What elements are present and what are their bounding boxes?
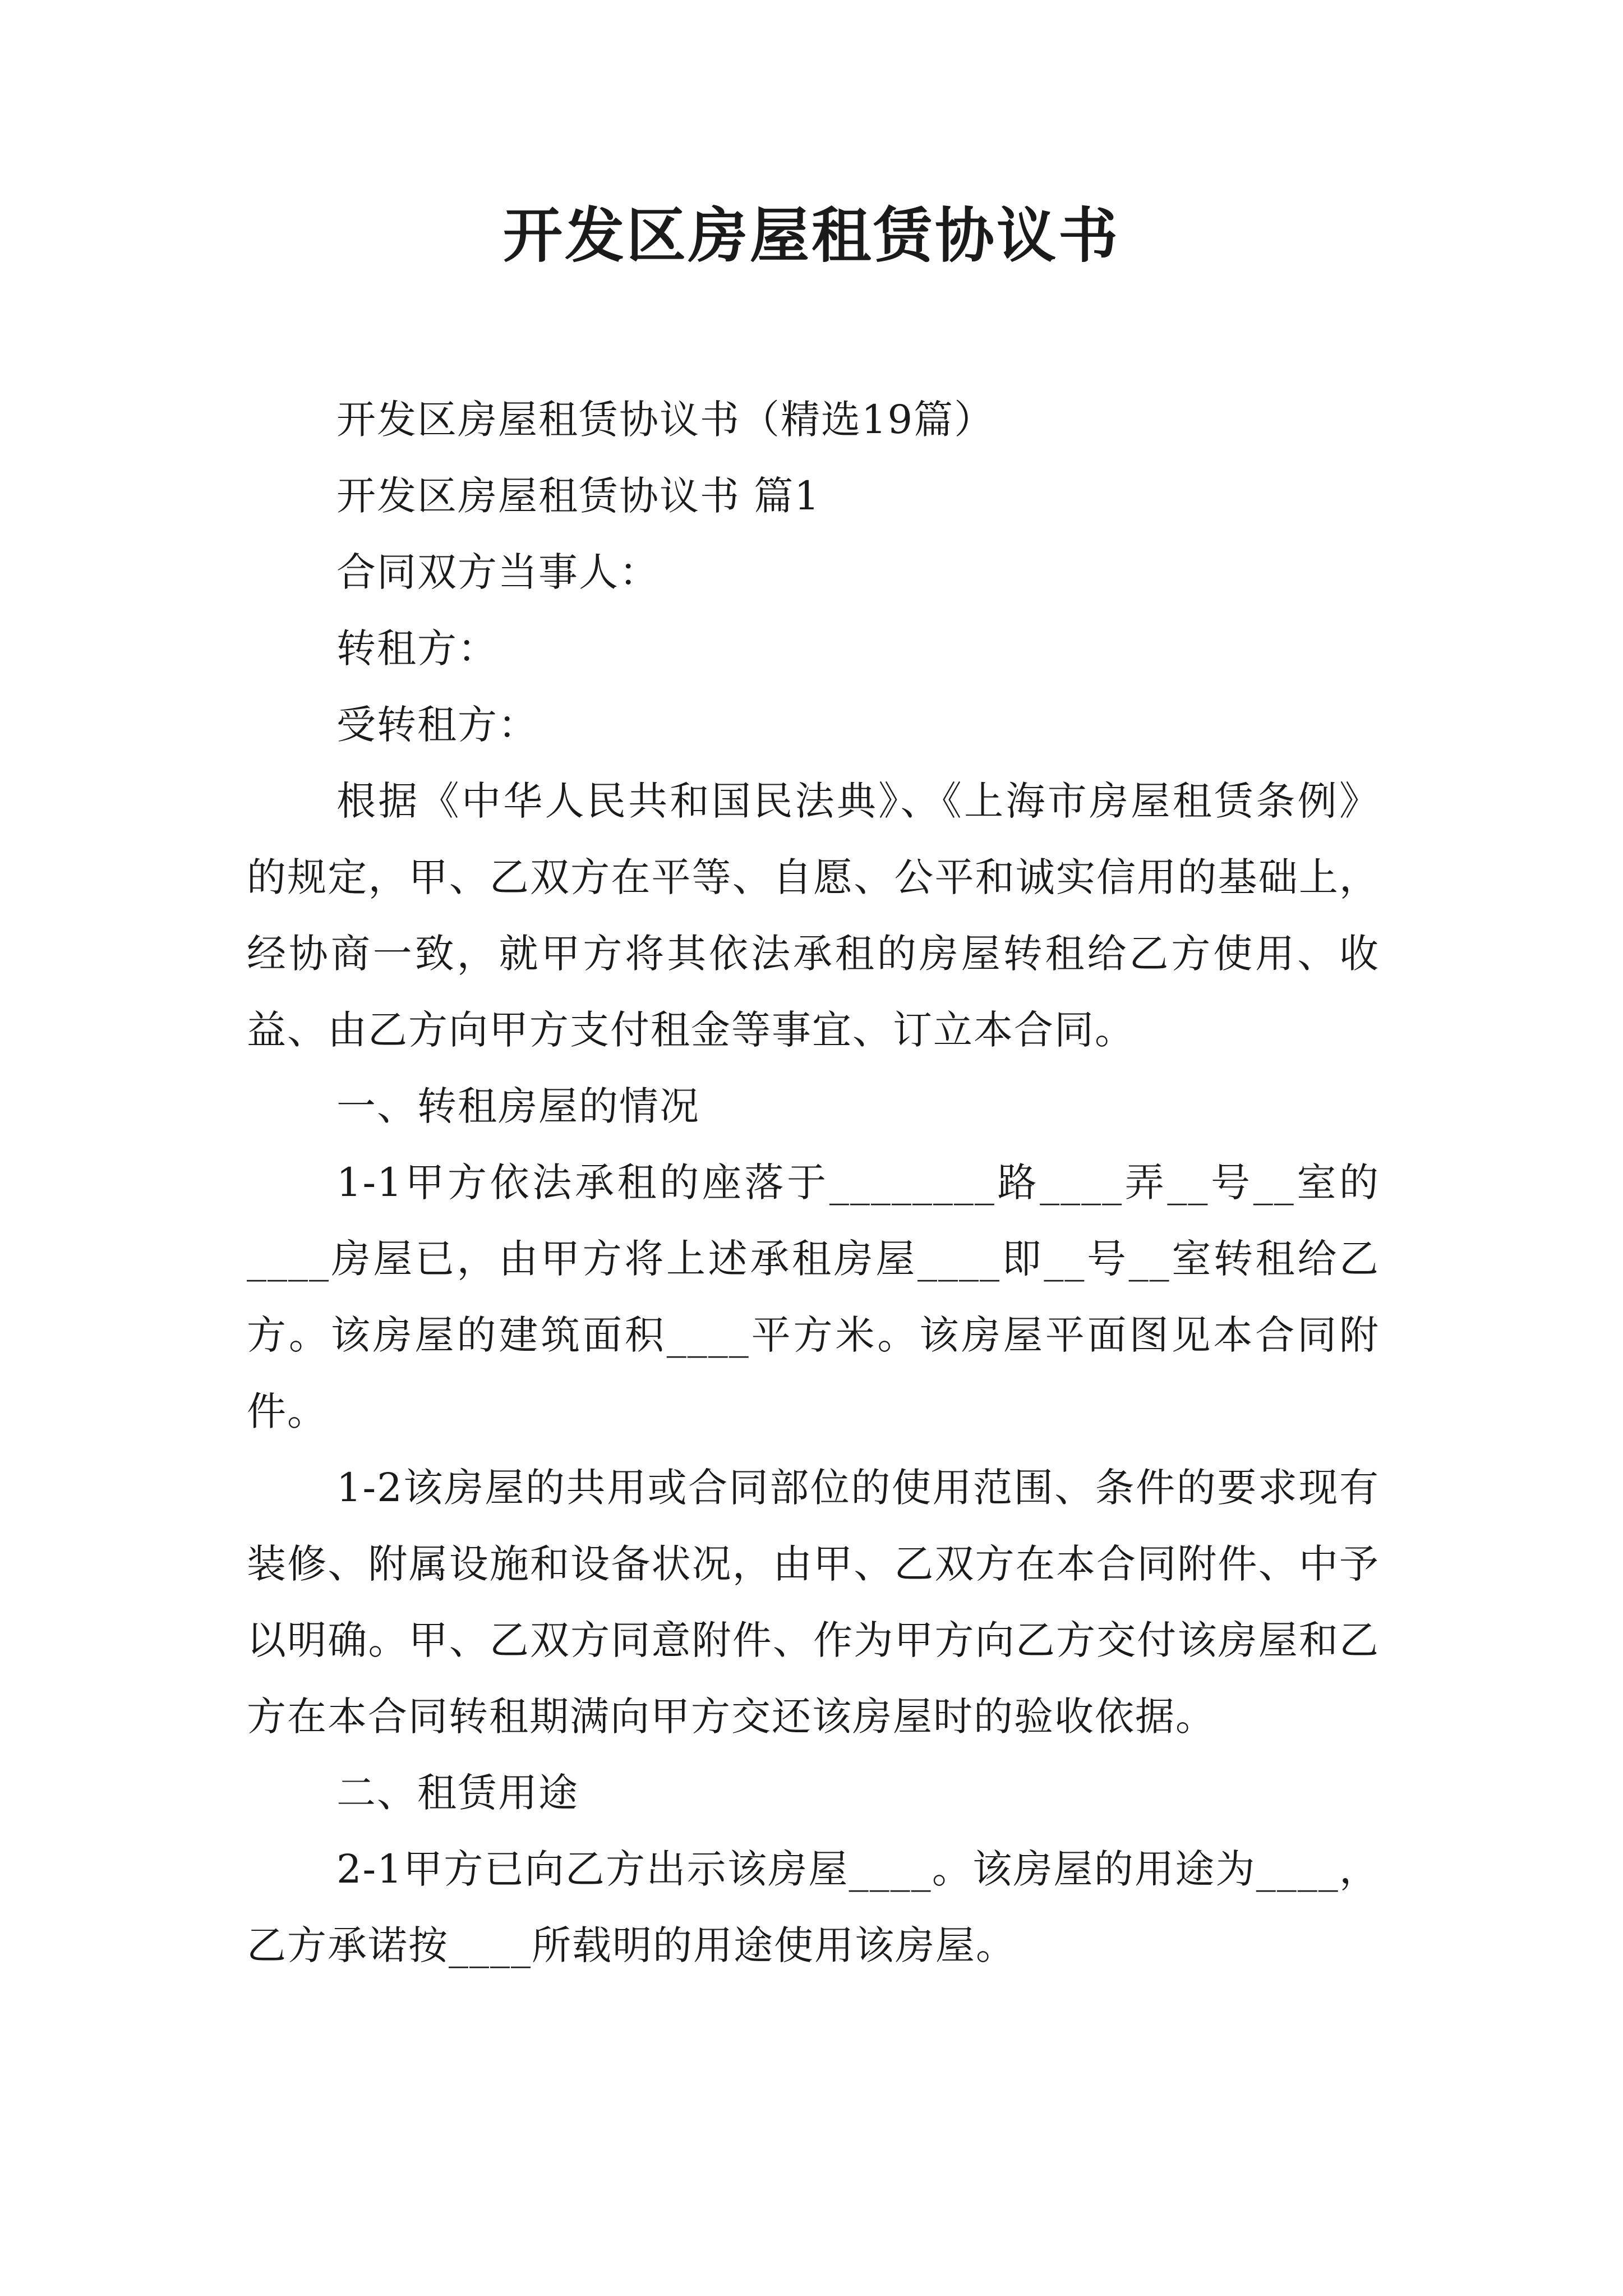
parties-label: 合同双方当事人：: [336, 549, 660, 595]
document-title: 开发区房屋租赁协议书: [503, 200, 1120, 270]
document-body: [247, 381, 1380, 1984]
clause-1-2: 1-2该房屋的共用或合同部位的使用范围、条件的要求现有装修、附属设施和设备状况，由甲、乙双方在本合同附件、中予以明确。甲、乙双方同意附件、作为甲方向乙方交付该房屋和乙方在本合同转租期满向甲方交还该房屋时的验收依据。: [247, 1465, 1380, 1740]
sublessor-label: 转租方：: [336, 625, 498, 671]
preamble-paragraph: 根据《中华人民共和国民法典》、《上海市房屋租赁条例》的规定，甲、乙双方在平等、自愿、公平和诚实信用的基础上，经协商一致，就甲方将其依法承租的房屋转租给乙方使用、收益、由乙方向甲方支付租金等事宜、订立本合同。: [247, 778, 1380, 1053]
clause-heading-1: 一、转租房屋的情况: [336, 1083, 700, 1129]
clause-1-1: 1-1甲方依法承租的座落于________路____弄__号__室的____房屋已，由甲方将上述承租房屋____即__号__室转租给乙方。该房屋的建筑面积____平方米。该房屋平面图见本合同附件。: [247, 1159, 1380, 1434]
clause-heading-2: 二、租赁用途: [336, 1770, 579, 1816]
subtitle-paragraph: 开发区房屋租赁协议书（精选19篇）: [336, 397, 995, 443]
clause-2-1: 2-1甲方已向乙方出示该房屋____。该房屋的用途为____，乙方承诺按____所载明的用途使用该房屋。: [247, 1846, 1380, 1968]
section-heading: 开发区房屋租赁协议书 篇1: [336, 473, 820, 519]
sublessee-label: 受转租方：: [336, 702, 538, 748]
